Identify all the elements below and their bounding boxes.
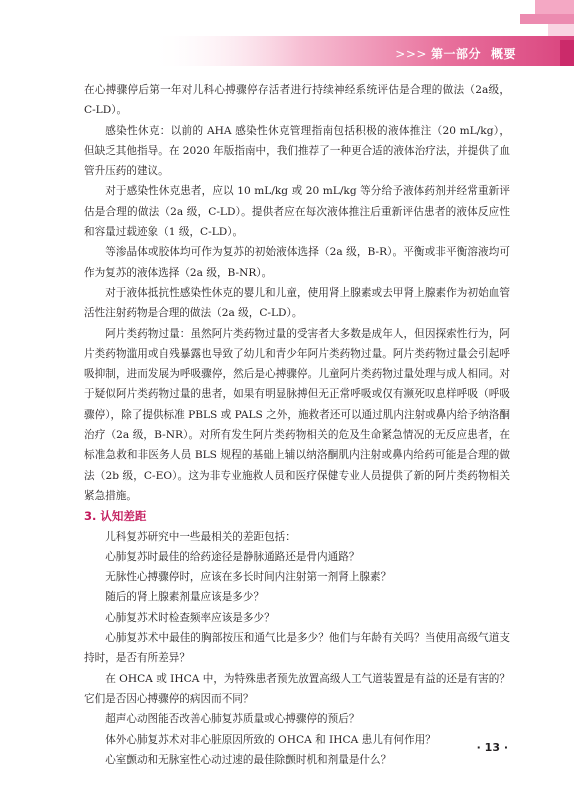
paragraph: 在心搏骤停后第一年对儿科心搏骤停存活者进行持续神经系统评估是合理的做法（2a级，C-LD）。 [84, 84, 510, 117]
list-item: 心室颤动和无脉室性心动过速的最佳除颤时机和剂量是什么？ [105, 753, 392, 766]
section-title: 认知差距 [100, 509, 147, 524]
section-intro: 儿科复苏研究中一些最相关的差距包括： [105, 530, 296, 543]
section-heading [84, 506, 510, 526]
list-item: 随后的肾上腺素剂量应该是多少？ [105, 591, 265, 604]
list-item: 超声心动图能否改善心肺复苏质量或心搏骤停的预后？ [105, 713, 360, 726]
paragraph: 对于液体抵抗性感染性休克的婴儿和儿童，使用肾上腺素或去甲肾上腺素作为初始血管活性注射药物是合理的做法（2a 级，C-LD）。 [84, 286, 510, 320]
page-body [84, 80, 510, 770]
list-item: 心肺复苏时最佳的给药途径是静脉通路还是骨内通路？ [105, 550, 360, 563]
paragraph: 等渗晶体或胶体均可作为复苏的初始液体选择（2a 级，B-R）。平衡或非平衡溶液均可作为复苏的液体选择（2a 级，B-NR）。 [84, 246, 510, 279]
header-section: 概要 [490, 47, 516, 61]
header-chevrons: >>> [395, 47, 427, 61]
page-number: · 13 · [476, 741, 508, 754]
paragraph: 对于感染性休克患者，应以 10 mL/kg 或 20 mL/kg 等分给予液体药剂并经常重新评估是合理的做法（2a 级，C-LD）。提供者应在每次液体推注后重新评估患者的液体反应性和容量过载迹象（1 级，C-LD）。 [84, 185, 510, 239]
list-item: 无脉性心搏骤停时，应该在多长时间内注射第一剂肾上腺素？ [105, 571, 392, 584]
running-header [395, 45, 516, 62]
list-item: 体外心肺复苏术对非心脏原因所致的 OHCA 和 IHCA 患儿有何作用？ [105, 733, 436, 746]
header-part: 第一部分 [430, 47, 481, 61]
list-item: 心肺复苏术时检查频率应该是多少？ [105, 611, 275, 624]
section-number: 3. [84, 509, 97, 524]
list-item: 心肺复苏术中最佳的胸部按压和通气比是多少？他们与年龄有关吗？当使用高级气道支持时，是否有所差异？ [84, 632, 510, 665]
paragraph: 阿片类药物过量：虽然阿片类药物过量的受害者大多数是成年人，但因探索性行为，阿片类药物滥用或自残暴露也导致了幼儿和青少年阿片类药物过量。阿片类药物过量会引起呼吸抑制，进而发展为呼吸骤停，然后是心搏骤停。儿童阿片类药物过量处理与成人相同。对于疑似阿片类药物过量的患者，如果有明显脉搏但无正常呼吸或仅有濒死叹息样呼吸（呼吸骤停），除了提供标准 PBLS 或 PALS 之外，施救者还可以通过肌内注射或鼻内给予纳洛酮治疗（2a 级，B-NR）。对所有发生阿片类药物相关的危及生命紧急情况的无反应患者，在标准急救和非医务人员 BLS 规程的基础上辅以纳洛酮肌内注射或鼻内给药可能是合理的做法（2b 级，C-EO）。这为非专业施救人员和医疗保健专业人员提供了新的阿片类药物相关紧急措施。 [84, 327, 510, 502]
paragraph: 感染性休克：以前的 AHA 感染性休克管理指南包括积极的液体推注（20 mL/kg），但缺乏其他指导。在 2020 年版指南中，我们推荐了一种更合适的液体治疗法，并提供了血管升压药的建议。 [84, 124, 510, 178]
list-item: 在 OHCA 或 IHCA 中，为特殊患者预先放置高级人工气道装置是有益的还是有害的？它们是否因心搏骤停的病因而不同？ [84, 672, 510, 705]
